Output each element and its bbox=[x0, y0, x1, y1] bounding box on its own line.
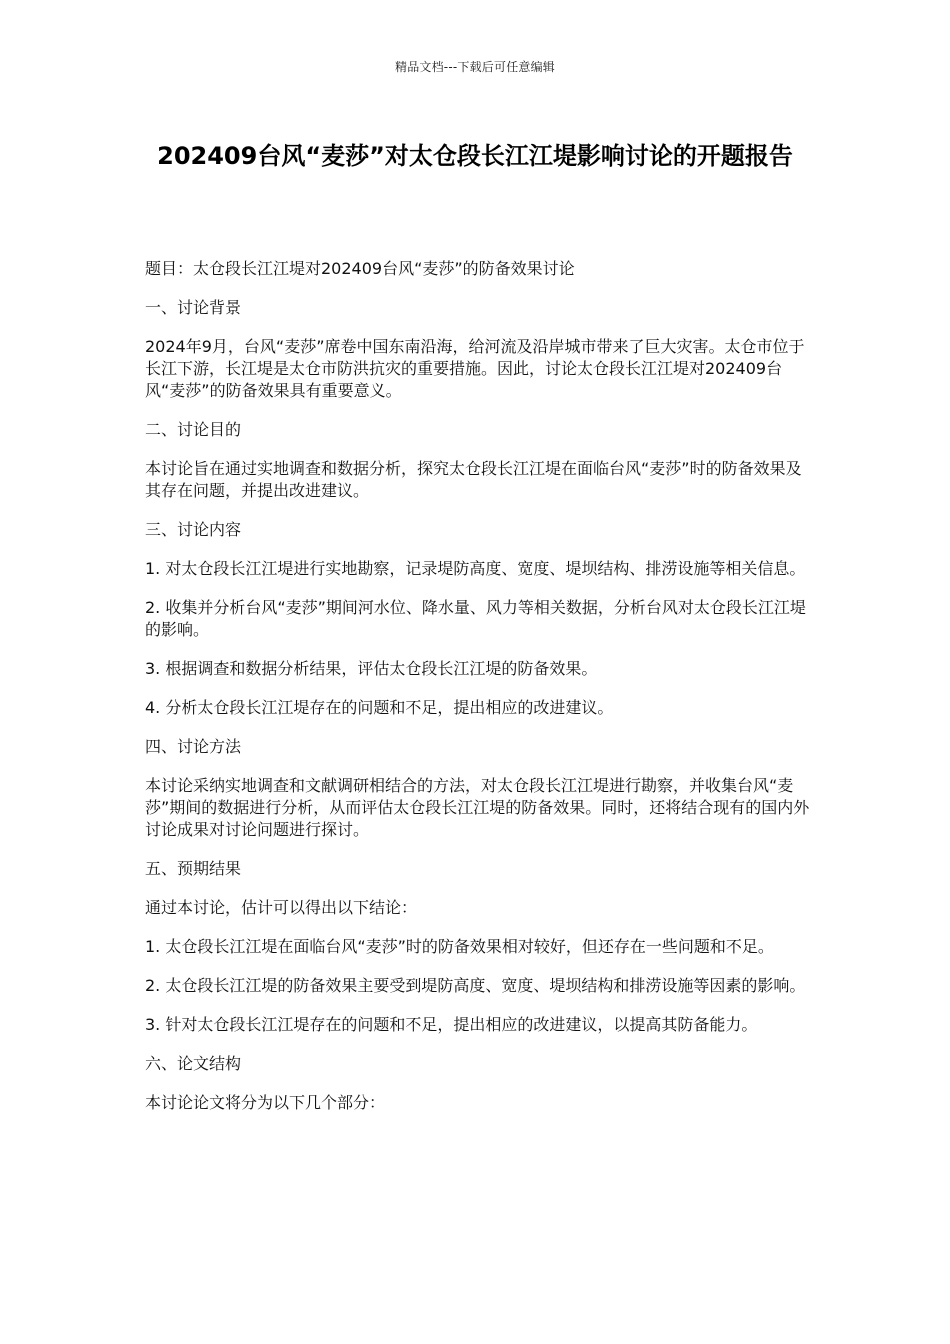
list-item: 1. 对太仓段长江江堤进行实地勘察，记录堤防高度、宽度、堤坝结构、排涝设施等相关信息。 bbox=[145, 559, 806, 578]
section-heading-method: 四、讨论方法 bbox=[145, 737, 242, 756]
list-item: 2. 太仓段长江江堤的防备效果主要受到堤防高度、宽度、堤坝结构和排涝设施等因素的影响。 bbox=[145, 976, 806, 995]
paragraph: 本讨论旨在通过实地调查和数据分析，探究太仓段长江江堤在面临台风“麦莎”时的防备效果及其存在问题，并提出改进建议。 bbox=[145, 459, 802, 500]
document-subject: 题目：太仓段长江江堤对202409台风“麦莎”的防备效果讨论 bbox=[145, 259, 575, 278]
section-heading-purpose: 二、讨论目的 bbox=[145, 420, 242, 439]
list-item: 1. 太仓段长江江堤在面临台风“麦莎”时的防备效果相对较好，但还存在一些问题和不足。 bbox=[145, 937, 774, 956]
paragraph: 2024年9月，台风“麦莎”席卷中国东南沿海，给河流及沿岸城市带来了巨大灾害。太仓市位于长江下游，长江堤是太仓市防洪抗灾的重要措施。因此，讨论太仓段长江江堤对202409台风“麦莎”的防备效果具有重要意义。 bbox=[145, 337, 805, 400]
paragraph: 通过本讨论，估计可以得出以下结论： bbox=[145, 898, 418, 917]
section-heading-content: 三、讨论内容 bbox=[145, 520, 242, 539]
page-header: 精品文档---下载后可任意编辑 bbox=[395, 60, 555, 74]
section-heading-background: 一、讨论背景 bbox=[145, 298, 242, 317]
list-item: 2. 收集并分析台风“麦莎”期间河水位、降水量、风力等相关数据，分析台风对太仓段长江江堤的影响。 bbox=[145, 598, 806, 639]
list-item: 3. 针对太仓段长江江堤存在的问题和不足，提出相应的改进建议，以提高其防备能力。 bbox=[145, 1015, 758, 1034]
section-heading-structure: 六、论文结构 bbox=[145, 1054, 242, 1073]
paragraph: 本讨论论文将分为以下几个部分： bbox=[145, 1093, 386, 1112]
list-item: 4. 分析太仓段长江江堤存在的问题和不足，提出相应的改进建议。 bbox=[145, 698, 614, 717]
paragraph: 本讨论采纳实地调查和文献调研相结合的方法，对太仓段长江江堤进行勘察，并收集台风“麦莎”期间的数据进行分析，从而评估太仓段长江江堤的防备效果。同时，还将结合现有的国内外讨论成果对讨论问题进行探讨。 bbox=[145, 776, 810, 839]
section-heading-expected-results: 五、预期结果 bbox=[145, 859, 242, 878]
document-body bbox=[145, 258, 810, 1131]
document-title: 202409台风“麦莎”对太仓段长江江堤影响讨论的开题报告 bbox=[157, 142, 793, 170]
list-item: 3. 根据调查和数据分析结果，评估太仓段长江江堤的防备效果。 bbox=[145, 659, 598, 678]
